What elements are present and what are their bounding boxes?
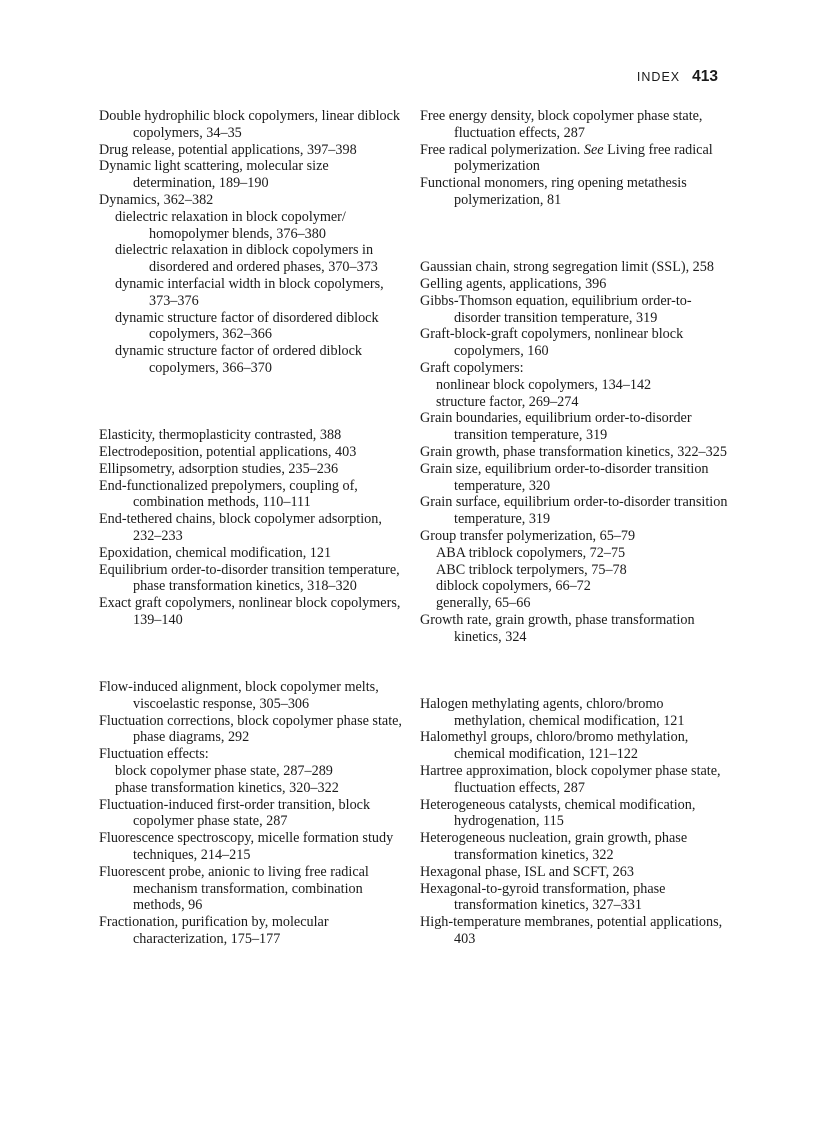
index-group-f (99, 679, 404, 948)
entry-text: Living free radical polymerization (454, 141, 713, 175)
index-entry: Free energy density, block copolymer phase state, fluctuation effects, 287 (420, 108, 703, 141)
index-entry: Hartree approximation, block copolymer phase state, fluctuation effects, 287 (420, 763, 721, 796)
group-spacer (99, 629, 404, 679)
index-entry: Gaussian chain, strong segregation limit (SSL), 258 (420, 259, 714, 276)
index-entry: Grain surface, equilibrium order-to-disorder transition temperature, 319 (420, 494, 728, 528)
running-header-label: INDEX (636, 70, 681, 84)
index-entry: Group transfer polymerization, 65–79 (420, 527, 636, 544)
index-entry: Heterogeneous nucleation, grain growth, phase transformation kinetics, 322 (420, 830, 688, 864)
index-entry: Heterogeneous catalysts, chemical modification, hydrogenation, 115 (420, 796, 696, 830)
index-entry: Gelling agents, applications, 396 (420, 275, 607, 292)
index-subentry: ABC triblock terpolymers, 75–78 (436, 561, 627, 578)
index-group-g (420, 259, 730, 645)
index-entry: Elasticity, thermoplasticity contrasted, 388 (99, 427, 342, 444)
index-entry: Fluctuation effects: (99, 746, 209, 763)
running-header (637, 68, 718, 86)
index-entry: Halogen methylating agents, chloro/bromo methylation, chemical modification, 121 (420, 695, 685, 729)
index-group-d (99, 108, 404, 377)
see-reference: See (583, 141, 604, 158)
index-entry: Fluorescence spectroscopy, micelle formation study techniques, 214–215 (99, 830, 394, 864)
index-entry: Fluctuation-induced first-order transition, block copolymer phase state, 287 (99, 796, 371, 830)
index-entry: Electrodeposition, potential applications, 403 (99, 443, 357, 460)
index-entry: Equilibrium order-to-disorder transition temperature, phase transformation kinetics, 318–320 (99, 561, 400, 595)
index-entry: Dynamic light scattering, molecular size determination, 189–190 (99, 158, 329, 192)
index-subentry: block copolymer phase state, 287–289 (115, 763, 333, 780)
index-entry: Dynamics, 362–382 (99, 191, 214, 208)
entry-text: Free radical polymerization. (420, 141, 584, 158)
group-spacer (420, 209, 730, 259)
index-entry: Fractionation, purification by, molecular characterization, 175–177 (99, 914, 329, 948)
index-entry: Double hydrophilic block copolymers, linear diblock copolymers, 34–35 (99, 108, 401, 141)
index-entry: Hexagonal-to-gyroid transformation, phase transformation kinetics, 327–331 (420, 880, 666, 914)
index-column-right (420, 108, 730, 948)
index-entry: Halomethyl groups, chloro/bromo methylation, chemical modification, 121–122 (420, 729, 689, 763)
index-entry: Growth rate, grain growth, phase transformation kinetics, 324 (420, 611, 695, 645)
index-subentry: generally, 65–66 (436, 595, 531, 612)
index-entry: High-temperature membranes, potential applications, 403 (420, 914, 723, 948)
index-subentry: dynamic structure factor of ordered diblock copolymers, 366–370 (115, 343, 362, 376)
index-group-e (99, 427, 404, 629)
index-subentry: phase transformation kinetics, 320–322 (115, 779, 339, 796)
index-entry: Graft-block-graft copolymers, nonlinear block copolymers, 160 (420, 326, 684, 360)
group-spacer (99, 377, 404, 427)
index-entry-cross-reference (420, 142, 730, 176)
index-entry: Exact graft copolymers, nonlinear block copolymers, 139–140 (99, 595, 401, 628)
index-group-h (420, 696, 730, 948)
index-group-f-cont (420, 108, 730, 209)
index-subentry: dynamic interfacial width in block copolymers, 373–376 (115, 275, 384, 309)
index-subentry: diblock copolymers, 66–72 (436, 578, 591, 595)
index-subentry: structure factor, 269–274 (436, 393, 579, 410)
index-subentry: dynamic structure factor of disordered diblock copolymers, 362–366 (115, 309, 379, 343)
index-subentry: dielectric relaxation in block copolymer/ homopolymer blends, 376–380 (115, 208, 346, 242)
index-entry: Grain boundaries, equilibrium order-to-disorder transition temperature, 319 (420, 410, 692, 444)
index-subentry: dielectric relaxation in diblock copolymers in disordered and ordered phases, 370–373 (115, 242, 378, 276)
index-entry: Epoxidation, chemical modification, 121 (99, 544, 332, 561)
index-entry: Flow-induced alignment, block copolymer melts, viscoelastic response, 305–306 (99, 679, 379, 712)
index-entry: Functional monomers, ring opening metathesis polymerization, 81 (420, 175, 687, 208)
index-entry: End-tethered chains, block copolymer adsorption, 232–233 (99, 511, 382, 544)
page-number: 413 (692, 68, 718, 85)
index-entry: Graft copolymers: (420, 359, 524, 376)
index-entry: End-functionalized prepolymers, coupling of, combination methods, 110–111 (99, 477, 358, 511)
index-subentry: nonlinear block copolymers, 134–142 (436, 376, 652, 393)
index-entry: Gibbs-Thomson equation, equilibrium order-to-disorder transition temperature, 319 (420, 292, 692, 326)
index-entry: Drug release, potential applications, 397–398 (99, 141, 357, 158)
index-column-left (99, 108, 404, 948)
group-spacer (420, 646, 730, 696)
index-entry: Ellipsometry, adsorption studies, 235–236 (99, 460, 339, 477)
index-subentry: ABA triblock copolymers, 72–75 (436, 544, 626, 561)
index-entry: Hexagonal phase, ISL and SCFT, 263 (420, 863, 634, 880)
index-entry: Grain growth, phase transformation kinetics, 322–325 (420, 443, 727, 460)
index-entry: Fluorescent probe, anionic to living free radical mechanism transformation, combination methods, 96 (99, 863, 369, 914)
index-entry: Fluctuation corrections, block copolymer phase state, phase diagrams, 292 (99, 712, 402, 746)
index-entry: Grain size, equilibrium order-to-disorder transition temperature, 320 (420, 460, 709, 494)
